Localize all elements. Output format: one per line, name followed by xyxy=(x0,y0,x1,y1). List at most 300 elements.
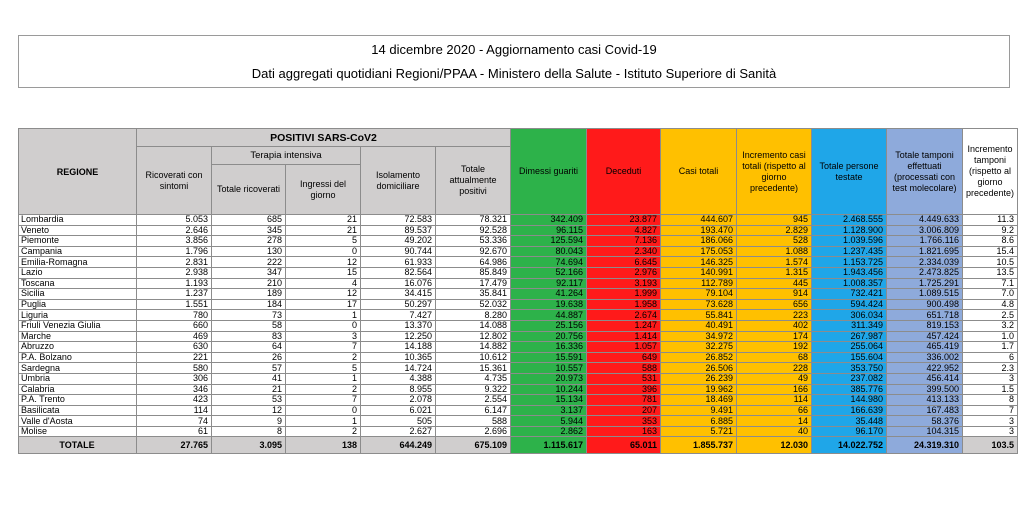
isolamento-cell: 6.021 xyxy=(361,405,436,416)
isolamento-cell: 13.370 xyxy=(361,320,436,331)
persone-testate-cell: 1.128.900 xyxy=(812,225,887,236)
dimessi-cell: 20.756 xyxy=(511,331,587,342)
isolamento-cell: 644.249 xyxy=(361,437,436,454)
deceduti-cell: 649 xyxy=(587,352,661,363)
totale-positivi-cell: 78.321 xyxy=(436,215,511,226)
ingressi-cell: 12 xyxy=(286,289,361,300)
casi-totali-cell: 444.607 xyxy=(661,215,737,226)
casi-totali-cell: 140.991 xyxy=(661,267,737,278)
totale-ricoverati-cell: 189 xyxy=(212,289,286,300)
table-row xyxy=(19,246,1018,257)
deceduti-cell: 4.827 xyxy=(587,225,661,236)
table-row xyxy=(19,215,1018,226)
totale-ricoverati-cell: 210 xyxy=(212,278,286,289)
table-row xyxy=(19,310,1018,321)
ingressi-cell: 2 xyxy=(286,352,361,363)
isolamento-cell: 2.627 xyxy=(361,426,436,437)
tamponi-cell: 4.449.633 xyxy=(887,215,963,226)
region-cell: Sardegna xyxy=(19,363,137,374)
casi-totali-cell: 146.325 xyxy=(661,257,737,268)
region-cell: Umbria xyxy=(19,373,137,384)
ingressi-cell: 15 xyxy=(286,267,361,278)
header-regione: REGIONE xyxy=(19,129,137,215)
dimessi-cell: 52.166 xyxy=(511,267,587,278)
deceduti-cell: 1.057 xyxy=(587,342,661,353)
totale-positivi-cell: 14.088 xyxy=(436,320,511,331)
persone-testate-cell: 1.008.357 xyxy=(812,278,887,289)
total-row xyxy=(19,437,1018,454)
totale-ricoverati-cell: 26 xyxy=(212,352,286,363)
region-cell: Molise xyxy=(19,426,137,437)
isolamento-cell: 7.427 xyxy=(361,310,436,321)
totale-positivi-cell: 588 xyxy=(436,416,511,427)
totale-positivi-cell: 2.554 xyxy=(436,395,511,406)
table-row xyxy=(19,416,1018,427)
tamponi-cell: 900.498 xyxy=(887,299,963,310)
isolamento-cell: 72.583 xyxy=(361,215,436,226)
incremento-tamponi-cell: 2.3 xyxy=(963,363,1018,374)
header-ricoverati: Ricoverati con sintomi xyxy=(137,147,212,215)
header-persone-testate: Totale persone testate xyxy=(812,129,887,215)
header-incremento-casi: Incremento casi totali (rispetto al giorno precedente) xyxy=(737,129,812,215)
header-dimessi: Dimessi guariti xyxy=(511,129,587,215)
ingressi-cell: 1 xyxy=(286,373,361,384)
incremento-casi-cell: 223 xyxy=(737,310,812,321)
incremento-casi-cell: 66 xyxy=(737,405,812,416)
incremento-casi-cell: 49 xyxy=(737,373,812,384)
isolamento-cell: 2.078 xyxy=(361,395,436,406)
table-row xyxy=(19,278,1018,289)
dimessi-cell: 20.973 xyxy=(511,373,587,384)
deceduti-cell: 65.011 xyxy=(587,437,661,454)
totale-ricoverati-cell: 184 xyxy=(212,299,286,310)
persone-testate-cell: 311.349 xyxy=(812,320,887,331)
ricoverati-cell: 630 xyxy=(137,342,212,353)
ingressi-cell: 7 xyxy=(286,395,361,406)
deceduti-cell: 1.414 xyxy=(587,331,661,342)
page-title: 14 dicembre 2020 - Aggiornamento casi Covid-19 xyxy=(371,42,657,57)
incremento-tamponi-cell: 7 xyxy=(963,405,1018,416)
tamponi-cell: 413.133 xyxy=(887,395,963,406)
incremento-casi-cell: 528 xyxy=(737,236,812,247)
region-cell: P.A. Trento xyxy=(19,395,137,406)
incremento-tamponi-cell: 3 xyxy=(963,373,1018,384)
persone-testate-cell: 255.064 xyxy=(812,342,887,353)
totale-positivi-cell: 92.528 xyxy=(436,225,511,236)
deceduti-cell: 396 xyxy=(587,384,661,395)
tamponi-cell: 1.821.695 xyxy=(887,246,963,257)
casi-totali-cell: 112.789 xyxy=(661,278,737,289)
region-cell: Lombardia xyxy=(19,215,137,226)
casi-totali-cell: 55.841 xyxy=(661,310,737,321)
dimessi-cell: 10.557 xyxy=(511,363,587,374)
persone-testate-cell: 385.776 xyxy=(812,384,887,395)
ricoverati-cell: 114 xyxy=(137,405,212,416)
incremento-tamponi-cell: 7.1 xyxy=(963,278,1018,289)
ricoverati-cell: 780 xyxy=(137,310,212,321)
dimessi-cell: 2.862 xyxy=(511,426,587,437)
totale-ricoverati-cell: 3.095 xyxy=(212,437,286,454)
persone-testate-cell: 1.153.725 xyxy=(812,257,887,268)
ricoverati-cell: 5.053 xyxy=(137,215,212,226)
region-cell: TOTALE xyxy=(19,437,137,454)
deceduti-cell: 23.877 xyxy=(587,215,661,226)
totale-positivi-cell: 53.336 xyxy=(436,236,511,247)
totale-positivi-cell: 9.322 xyxy=(436,384,511,395)
isolamento-cell: 89.537 xyxy=(361,225,436,236)
totale-ricoverati-cell: 58 xyxy=(212,320,286,331)
ricoverati-cell: 3.856 xyxy=(137,236,212,247)
isolamento-cell: 14.188 xyxy=(361,342,436,353)
incremento-tamponi-cell: 2.5 xyxy=(963,310,1018,321)
totale-positivi-cell: 52.032 xyxy=(436,299,511,310)
deceduti-cell: 163 xyxy=(587,426,661,437)
totale-positivi-cell: 2.696 xyxy=(436,426,511,437)
ricoverati-cell: 1.796 xyxy=(137,246,212,257)
totale-positivi-cell: 4.735 xyxy=(436,373,511,384)
incremento-casi-cell: 174 xyxy=(737,331,812,342)
ricoverati-cell: 2.646 xyxy=(137,225,212,236)
table-row xyxy=(19,236,1018,247)
totale-positivi-cell: 12.802 xyxy=(436,331,511,342)
table-body xyxy=(19,215,1018,454)
region-cell: Liguria xyxy=(19,310,137,321)
totale-ricoverati-cell: 53 xyxy=(212,395,286,406)
incremento-tamponi-cell: 7.0 xyxy=(963,289,1018,300)
deceduti-cell: 2.674 xyxy=(587,310,661,321)
tamponi-cell: 167.483 xyxy=(887,405,963,416)
header-ingressi: Ingressi del giorno xyxy=(286,165,361,215)
isolamento-cell: 16.076 xyxy=(361,278,436,289)
dimessi-cell: 125.594 xyxy=(511,236,587,247)
totale-positivi-cell: 6.147 xyxy=(436,405,511,416)
ingressi-cell: 0 xyxy=(286,405,361,416)
casi-totali-cell: 193.470 xyxy=(661,225,737,236)
table-row xyxy=(19,405,1018,416)
totale-positivi-cell: 17.479 xyxy=(436,278,511,289)
persone-testate-cell: 96.170 xyxy=(812,426,887,437)
incremento-casi-cell: 14 xyxy=(737,416,812,427)
region-cell: Valle d'Aosta xyxy=(19,416,137,427)
ingressi-cell: 5 xyxy=(286,363,361,374)
incremento-tamponi-cell: 8.6 xyxy=(963,236,1018,247)
header-terapia-intensiva: Terapia intensiva xyxy=(212,147,361,165)
incremento-tamponi-cell: 15.4 xyxy=(963,246,1018,257)
title-box xyxy=(18,35,1010,88)
table-row xyxy=(19,299,1018,310)
deceduti-cell: 1.958 xyxy=(587,299,661,310)
totale-positivi-cell: 92.670 xyxy=(436,246,511,257)
deceduti-cell: 588 xyxy=(587,363,661,374)
tamponi-cell: 336.002 xyxy=(887,352,963,363)
covid-data-table xyxy=(18,128,1018,454)
totale-ricoverati-cell: 12 xyxy=(212,405,286,416)
incremento-casi-cell: 192 xyxy=(737,342,812,353)
totale-ricoverati-cell: 222 xyxy=(212,257,286,268)
ricoverati-cell: 580 xyxy=(137,363,212,374)
casi-totali-cell: 9.491 xyxy=(661,405,737,416)
dimessi-cell: 15.134 xyxy=(511,395,587,406)
ingressi-cell: 1 xyxy=(286,310,361,321)
totale-ricoverati-cell: 278 xyxy=(212,236,286,247)
header-incremento-tamponi: Incremento tamponi (rispetto al giorno precedente) xyxy=(963,129,1018,215)
totale-positivi-cell: 10.612 xyxy=(436,352,511,363)
region-cell: Marche xyxy=(19,331,137,342)
isolamento-cell: 10.365 xyxy=(361,352,436,363)
incremento-casi-cell: 1.574 xyxy=(737,257,812,268)
dimessi-cell: 74.694 xyxy=(511,257,587,268)
persone-testate-cell: 267.987 xyxy=(812,331,887,342)
casi-totali-cell: 32.275 xyxy=(661,342,737,353)
incremento-casi-cell: 228 xyxy=(737,363,812,374)
isolamento-cell: 4.388 xyxy=(361,373,436,384)
totale-positivi-cell: 85.849 xyxy=(436,267,511,278)
persone-testate-cell: 306.034 xyxy=(812,310,887,321)
totale-positivi-cell: 14.882 xyxy=(436,342,511,353)
header-deceduti: Deceduti xyxy=(587,129,661,215)
header-casi-totali: Casi totali xyxy=(661,129,737,215)
region-cell: Emilia-Romagna xyxy=(19,257,137,268)
incremento-tamponi-cell: 9.2 xyxy=(963,225,1018,236)
casi-totali-cell: 26.239 xyxy=(661,373,737,384)
totale-positivi-cell: 15.361 xyxy=(436,363,511,374)
region-cell: Piemonte xyxy=(19,236,137,247)
deceduti-cell: 1.999 xyxy=(587,289,661,300)
ricoverati-cell: 469 xyxy=(137,331,212,342)
table-row xyxy=(19,267,1018,278)
incremento-casi-cell: 12.030 xyxy=(737,437,812,454)
dimessi-cell: 15.591 xyxy=(511,352,587,363)
dimessi-cell: 342.409 xyxy=(511,215,587,226)
dimessi-cell: 80.043 xyxy=(511,246,587,257)
totale-positivi-cell: 8.280 xyxy=(436,310,511,321)
ricoverati-cell: 27.765 xyxy=(137,437,212,454)
table-row xyxy=(19,331,1018,342)
casi-totali-cell: 175.053 xyxy=(661,246,737,257)
incremento-tamponi-cell: 103.5 xyxy=(963,437,1018,454)
persone-testate-cell: 155.604 xyxy=(812,352,887,363)
incremento-casi-cell: 914 xyxy=(737,289,812,300)
tamponi-cell: 456.414 xyxy=(887,373,963,384)
deceduti-cell: 531 xyxy=(587,373,661,384)
ingressi-cell: 21 xyxy=(286,215,361,226)
dimessi-cell: 1.115.617 xyxy=(511,437,587,454)
totale-ricoverati-cell: 41 xyxy=(212,373,286,384)
tamponi-cell: 1.725.291 xyxy=(887,278,963,289)
persone-testate-cell: 237.082 xyxy=(812,373,887,384)
header-positivi: POSITIVI SARS-CoV2 xyxy=(137,129,511,147)
isolamento-cell: 90.744 xyxy=(361,246,436,257)
region-cell: Sicilia xyxy=(19,289,137,300)
totale-positivi-cell: 35.841 xyxy=(436,289,511,300)
tamponi-cell: 651.718 xyxy=(887,310,963,321)
totale-ricoverati-cell: 130 xyxy=(212,246,286,257)
tamponi-cell: 1.089.515 xyxy=(887,289,963,300)
deceduti-cell: 2.340 xyxy=(587,246,661,257)
tamponi-cell: 24.319.310 xyxy=(887,437,963,454)
tamponi-cell: 104.315 xyxy=(887,426,963,437)
region-cell: Basilicata xyxy=(19,405,137,416)
ricoverati-cell: 423 xyxy=(137,395,212,406)
ricoverati-cell: 1.551 xyxy=(137,299,212,310)
ingressi-cell: 12 xyxy=(286,257,361,268)
region-cell: Calabria xyxy=(19,384,137,395)
isolamento-cell: 50.297 xyxy=(361,299,436,310)
casi-totali-cell: 34.972 xyxy=(661,331,737,342)
persone-testate-cell: 594.424 xyxy=(812,299,887,310)
tamponi-cell: 465.419 xyxy=(887,342,963,353)
tamponi-cell: 3.006.809 xyxy=(887,225,963,236)
ingressi-cell: 3 xyxy=(286,331,361,342)
ricoverati-cell: 74 xyxy=(137,416,212,427)
incremento-casi-cell: 945 xyxy=(737,215,812,226)
totale-ricoverati-cell: 9 xyxy=(212,416,286,427)
persone-testate-cell: 2.468.555 xyxy=(812,215,887,226)
table-row xyxy=(19,363,1018,374)
isolamento-cell: 14.724 xyxy=(361,363,436,374)
dimessi-cell: 19.638 xyxy=(511,299,587,310)
ingressi-cell: 2 xyxy=(286,384,361,395)
totale-positivi-cell: 64.986 xyxy=(436,257,511,268)
incremento-casi-cell: 40 xyxy=(737,426,812,437)
isolamento-cell: 49.202 xyxy=(361,236,436,247)
incremento-tamponi-cell: 11.3 xyxy=(963,215,1018,226)
ricoverati-cell: 660 xyxy=(137,320,212,331)
persone-testate-cell: 1.039.596 xyxy=(812,236,887,247)
incremento-casi-cell: 68 xyxy=(737,352,812,363)
totale-ricoverati-cell: 685 xyxy=(212,215,286,226)
ricoverati-cell: 1.193 xyxy=(137,278,212,289)
table-row xyxy=(19,225,1018,236)
persone-testate-cell: 353.750 xyxy=(812,363,887,374)
region-cell: Friuli Venezia Giulia xyxy=(19,320,137,331)
incremento-tamponi-cell: 3 xyxy=(963,416,1018,427)
persone-testate-cell: 1.237.435 xyxy=(812,246,887,257)
totale-ricoverati-cell: 57 xyxy=(212,363,286,374)
incremento-casi-cell: 402 xyxy=(737,320,812,331)
incremento-tamponi-cell: 1.7 xyxy=(963,342,1018,353)
region-cell: Campania xyxy=(19,246,137,257)
table-row xyxy=(19,342,1018,353)
table-row xyxy=(19,395,1018,406)
incremento-tamponi-cell: 13.5 xyxy=(963,267,1018,278)
tamponi-cell: 2.334.039 xyxy=(887,257,963,268)
tamponi-cell: 1.766.116 xyxy=(887,236,963,247)
totale-ricoverati-cell: 21 xyxy=(212,384,286,395)
header-totale-ricoverati: Totale ricoverati xyxy=(212,165,286,215)
incremento-tamponi-cell: 10.5 xyxy=(963,257,1018,268)
header-tamponi: Totale tamponi effettuati (processati con test molecolare) xyxy=(887,129,963,215)
deceduti-cell: 1.247 xyxy=(587,320,661,331)
ingressi-cell: 5 xyxy=(286,236,361,247)
isolamento-cell: 82.564 xyxy=(361,267,436,278)
table-row xyxy=(19,289,1018,300)
casi-totali-cell: 79.104 xyxy=(661,289,737,300)
deceduti-cell: 353 xyxy=(587,416,661,427)
incremento-tamponi-cell: 1.0 xyxy=(963,331,1018,342)
dimessi-cell: 10.244 xyxy=(511,384,587,395)
casi-totali-cell: 18.469 xyxy=(661,395,737,406)
tamponi-cell: 2.473.825 xyxy=(887,267,963,278)
casi-totali-cell: 40.491 xyxy=(661,320,737,331)
incremento-tamponi-cell: 3.2 xyxy=(963,320,1018,331)
ricoverati-cell: 346 xyxy=(137,384,212,395)
deceduti-cell: 207 xyxy=(587,405,661,416)
deceduti-cell: 7.136 xyxy=(587,236,661,247)
incremento-tamponi-cell: 3 xyxy=(963,426,1018,437)
tamponi-cell: 457.424 xyxy=(887,331,963,342)
ricoverati-cell: 306 xyxy=(137,373,212,384)
region-cell: Lazio xyxy=(19,267,137,278)
persone-testate-cell: 14.022.752 xyxy=(812,437,887,454)
dimessi-cell: 96.115 xyxy=(511,225,587,236)
totale-positivi-cell: 675.109 xyxy=(436,437,511,454)
dimessi-cell: 25.156 xyxy=(511,320,587,331)
header-totale-positivi: Totale attualmente positivi xyxy=(436,147,511,215)
casi-totali-cell: 26.506 xyxy=(661,363,737,374)
casi-totali-cell: 1.855.737 xyxy=(661,437,737,454)
casi-totali-cell: 19.962 xyxy=(661,384,737,395)
ingressi-cell: 2 xyxy=(286,426,361,437)
isolamento-cell: 12.250 xyxy=(361,331,436,342)
incremento-tamponi-cell: 8 xyxy=(963,395,1018,406)
ingressi-cell: 1 xyxy=(286,416,361,427)
persone-testate-cell: 35.448 xyxy=(812,416,887,427)
region-cell: P.A. Bolzano xyxy=(19,352,137,363)
incremento-casi-cell: 114 xyxy=(737,395,812,406)
ricoverati-cell: 221 xyxy=(137,352,212,363)
region-cell: Abruzzo xyxy=(19,342,137,353)
incremento-tamponi-cell: 1.5 xyxy=(963,384,1018,395)
dimessi-cell: 5.944 xyxy=(511,416,587,427)
table-row xyxy=(19,320,1018,331)
ingressi-cell: 17 xyxy=(286,299,361,310)
deceduti-cell: 6.645 xyxy=(587,257,661,268)
ingressi-cell: 21 xyxy=(286,225,361,236)
incremento-casi-cell: 445 xyxy=(737,278,812,289)
ricoverati-cell: 2.938 xyxy=(137,267,212,278)
ricoverati-cell: 61 xyxy=(137,426,212,437)
region-cell: Toscana xyxy=(19,278,137,289)
ricoverati-cell: 2.831 xyxy=(137,257,212,268)
casi-totali-cell: 186.066 xyxy=(661,236,737,247)
persone-testate-cell: 1.943.456 xyxy=(812,267,887,278)
dimessi-cell: 3.137 xyxy=(511,405,587,416)
ingressi-cell: 138 xyxy=(286,437,361,454)
incremento-tamponi-cell: 4.8 xyxy=(963,299,1018,310)
tamponi-cell: 819.153 xyxy=(887,320,963,331)
casi-totali-cell: 73.628 xyxy=(661,299,737,310)
incremento-casi-cell: 1.315 xyxy=(737,267,812,278)
persone-testate-cell: 732.421 xyxy=(812,289,887,300)
ricoverati-cell: 1.237 xyxy=(137,289,212,300)
persone-testate-cell: 166.639 xyxy=(812,405,887,416)
table-row xyxy=(19,426,1018,437)
dimessi-cell: 41.264 xyxy=(511,289,587,300)
casi-totali-cell: 26.852 xyxy=(661,352,737,363)
table-row xyxy=(19,384,1018,395)
deceduti-cell: 781 xyxy=(587,395,661,406)
tamponi-cell: 58.376 xyxy=(887,416,963,427)
totale-ricoverati-cell: 345 xyxy=(212,225,286,236)
ingressi-cell: 4 xyxy=(286,278,361,289)
incremento-casi-cell: 166 xyxy=(737,384,812,395)
totale-ricoverati-cell: 64 xyxy=(212,342,286,353)
incremento-casi-cell: 1.088 xyxy=(737,246,812,257)
isolamento-cell: 61.933 xyxy=(361,257,436,268)
persone-testate-cell: 144.980 xyxy=(812,395,887,406)
table-row xyxy=(19,373,1018,384)
